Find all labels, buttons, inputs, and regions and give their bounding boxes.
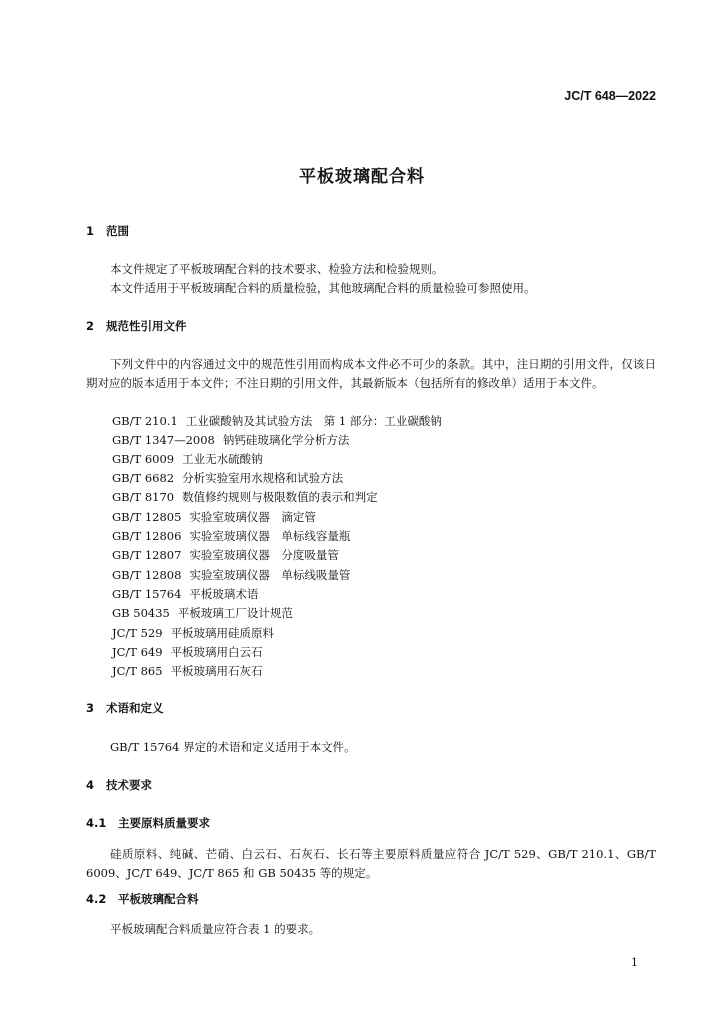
reference-title: 平板玻璃用硅质原料 bbox=[170, 626, 275, 640]
page-number: 1 bbox=[631, 956, 638, 969]
section-title: 技术要求 bbox=[106, 778, 152, 792]
document-title: 平板玻璃配合料 bbox=[299, 167, 425, 187]
reference-item bbox=[112, 508, 316, 527]
section-2-heading bbox=[86, 318, 187, 334]
section-4-2-paragraph: 平板玻璃配合料质量应符合表 1 的要求。 bbox=[110, 922, 321, 936]
reference-code: GB/T 12805 bbox=[112, 510, 182, 524]
section-1-paragraph-1: 本文件规定了平板玻璃配合料的技术要求、检验方法和检验规则。 bbox=[110, 262, 444, 276]
reference-item bbox=[112, 527, 350, 546]
subsection-title: 平板玻璃配合料 bbox=[118, 892, 199, 906]
reference-title: 实验室玻璃仪器 单标线吸量管 bbox=[189, 568, 351, 582]
reference-title: 平板玻璃工厂设计规范 bbox=[177, 606, 293, 620]
section-title: 范围 bbox=[106, 224, 129, 238]
reference-title: 实验室玻璃仪器 滴定管 bbox=[189, 510, 316, 524]
reference-title: 平板玻璃术语 bbox=[189, 587, 259, 601]
reference-item bbox=[112, 604, 293, 623]
subsection-number: 4.2 bbox=[86, 892, 107, 906]
reference-code: GB/T 6682 bbox=[112, 471, 175, 485]
section-4-heading bbox=[86, 777, 152, 793]
reference-item bbox=[112, 431, 349, 450]
section-4-1-heading bbox=[86, 815, 210, 831]
section-1-paragraph-2: 本文件适用于平板玻璃配合料的质量检验，其他玻璃配合料的质量检验可参照使用。 bbox=[110, 281, 536, 295]
reference-item bbox=[112, 662, 263, 681]
reference-item bbox=[112, 566, 350, 585]
reference-item bbox=[112, 488, 378, 507]
reference-title: 钠钙硅玻璃化学分析方法 bbox=[222, 433, 350, 447]
section-title: 术语和定义 bbox=[106, 701, 164, 715]
section-number: 3 bbox=[86, 701, 95, 715]
reference-code: GB/T 15764 bbox=[112, 587, 182, 601]
section-2-intro: 下列文件中的内容通过文中的规范性引用而构成本文件必不可少的条款。其中，注日期的引用文件，仅该日期对应的版本适用于本文件；不注日期的引用文件，其最新版本（包括所有的修改单）适用于本文件。 bbox=[86, 357, 656, 390]
subsection-number: 4.1 bbox=[86, 816, 107, 830]
reference-item bbox=[112, 450, 263, 469]
section-number: 4 bbox=[86, 778, 95, 792]
reference-title: 平板玻璃用白云石 bbox=[170, 645, 263, 659]
reference-item bbox=[112, 469, 343, 488]
reference-title: 实验室玻璃仪器 单标线容量瓶 bbox=[189, 529, 351, 543]
section-1-heading bbox=[86, 223, 129, 239]
reference-code: GB/T 12807 bbox=[112, 548, 182, 562]
reference-code: GB/T 1347—2008 bbox=[112, 433, 215, 447]
section-3-heading bbox=[86, 700, 164, 716]
reference-item bbox=[112, 546, 339, 565]
reference-code: GB/T 210.1 bbox=[112, 414, 178, 428]
reference-title: 实验室玻璃仪器 分度吸量管 bbox=[189, 548, 339, 562]
reference-code: GB/T 8170 bbox=[112, 490, 175, 504]
reference-item bbox=[112, 412, 442, 431]
reference-title: 工业碳酸钠及其试验方法 第 1 部分：工业碳酸钠 bbox=[185, 414, 442, 428]
reference-code: GB 50435 bbox=[112, 606, 170, 620]
reference-title: 工业无水硫酸钠 bbox=[182, 452, 263, 466]
reference-code: GB/T 12806 bbox=[112, 529, 182, 543]
reference-title: 分析实验室用水规格和试验方法 bbox=[182, 471, 344, 485]
reference-item bbox=[112, 643, 263, 662]
section-4-1-paragraph: 硅质原料、纯碱、芒硝、白云石、石灰石、长石等主要原料质量应符合 JC/T 529、GB/T 210.1、GB/T 6009、JC/T 649、JC/T 865 和 GB 50435 等的规定。 bbox=[86, 847, 656, 880]
reference-title: 平板玻璃用石灰石 bbox=[170, 664, 263, 678]
section-4-2-heading bbox=[86, 891, 199, 907]
section-3-paragraph: GB/T 15764 界定的术语和定义适用于本文件。 bbox=[110, 740, 356, 754]
reference-code: GB/T 12808 bbox=[112, 568, 182, 582]
reference-item bbox=[112, 624, 274, 643]
reference-item bbox=[112, 585, 258, 604]
standard-code: JC/T 648—2022 bbox=[564, 89, 656, 103]
section-number: 1 bbox=[86, 224, 95, 238]
subsection-title: 主要原料质量要求 bbox=[118, 816, 210, 830]
section-title: 规范性引用文件 bbox=[106, 319, 187, 333]
reference-code: JC/T 529 bbox=[112, 626, 163, 640]
section-number: 2 bbox=[86, 319, 95, 333]
reference-code: JC/T 865 bbox=[112, 664, 163, 678]
reference-title: 数值修约规则与极限数值的表示和判定 bbox=[182, 490, 378, 504]
reference-code: GB/T 6009 bbox=[112, 452, 175, 466]
reference-code: JC/T 649 bbox=[112, 645, 163, 659]
